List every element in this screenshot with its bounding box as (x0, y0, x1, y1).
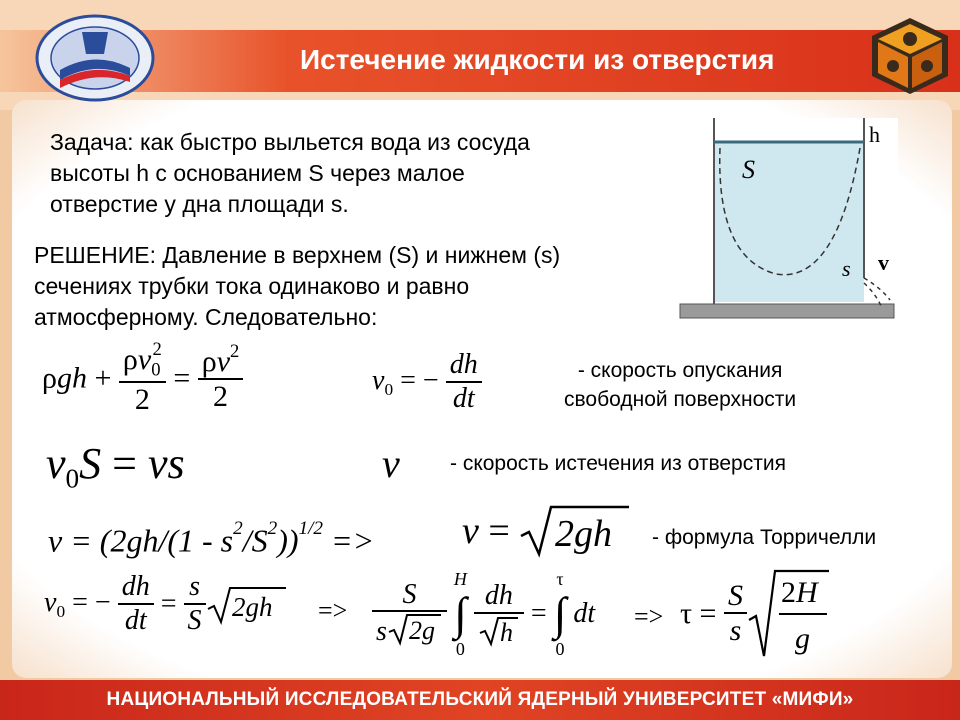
v-symbol: v (382, 441, 400, 486)
orange-cube-logo-icon (868, 14, 952, 98)
solution-line-3: атмосферному. Следовательно: (34, 304, 378, 330)
svg-text:h: h (499, 618, 513, 648)
svg-text:2gh: 2gh (555, 513, 613, 555)
svg-text:g: g (794, 622, 810, 655)
task-text (50, 127, 530, 220)
arrow-1: => (318, 596, 348, 625)
task-line-1: Задача: как быстро выльется вода из сосуда (50, 129, 530, 155)
svg-text:2gh: 2gh (231, 591, 273, 622)
v-description: - скорость истечения из отверстия (450, 452, 786, 475)
torricelli-description: - формула Торричелли (652, 526, 877, 549)
torricelli-formula: v = 2gh (462, 504, 631, 558)
task-line-2: высоты h с основанием S через малое (50, 160, 465, 186)
vessel-diagram (676, 118, 898, 328)
footer-university-name: НАЦИОНАЛЬНЫЙ ИССЛЕДОВАТЕЛЬСКИЙ ЯДЕРНЫЙ УНИВЕРСИТЕТ «МИФИ» (106, 689, 854, 710)
svg-text:2H: 2H (780, 576, 818, 609)
university-seal-icon (30, 10, 160, 105)
integration-chain: $v_0$ = − $\frac{dh}{dt}$ = $\frac{s}{S}$ 2gh (44, 572, 288, 637)
solution-line-1: РЕШЕНИЕ: Давление в верхнем (S) и нижнем (s) (34, 242, 561, 268)
arrow-2: => (634, 602, 664, 631)
slide-title: Истечение жидкости из отверстия (300, 44, 775, 75)
label-S: S (742, 155, 755, 184)
svg-text:2g: 2g (408, 616, 435, 646)
solution-text (34, 240, 560, 333)
solution-line-2: сечениях трубки тока одинаково и равно (34, 273, 470, 299)
bernoulli-equation: ρgh + $\frac{\rho v_0^2}{2}$ = $\frac{\rho v^2}{2}$ (42, 340, 243, 417)
continuity-equation: $v_0S$ = vs (46, 439, 185, 494)
v0-definition: $v_0$ = − $\frac{dh}{dt}$ (372, 350, 482, 415)
label-v: v (878, 250, 889, 275)
label-s: s (842, 256, 851, 281)
torricelli-text-formula: $v = (2gh/(1 - s^2/S^2))^{1/2}$ => (48, 518, 375, 559)
separated-variables: S s 2g H ∫ 0 $\frac{dh}{h}$ = τ ∫ 0 dt (372, 570, 595, 658)
v0-desc-line-1: - скорость опускания (577, 359, 783, 382)
label-h: h (869, 122, 880, 147)
v0-description (564, 356, 796, 414)
v0-desc-line-2: свободной поверхности (564, 388, 797, 411)
drain-time-formula: τ = $\frac{S}{s}$ 2H g (680, 568, 831, 660)
task-line-3: отверстие у дна площади s. (50, 191, 349, 217)
